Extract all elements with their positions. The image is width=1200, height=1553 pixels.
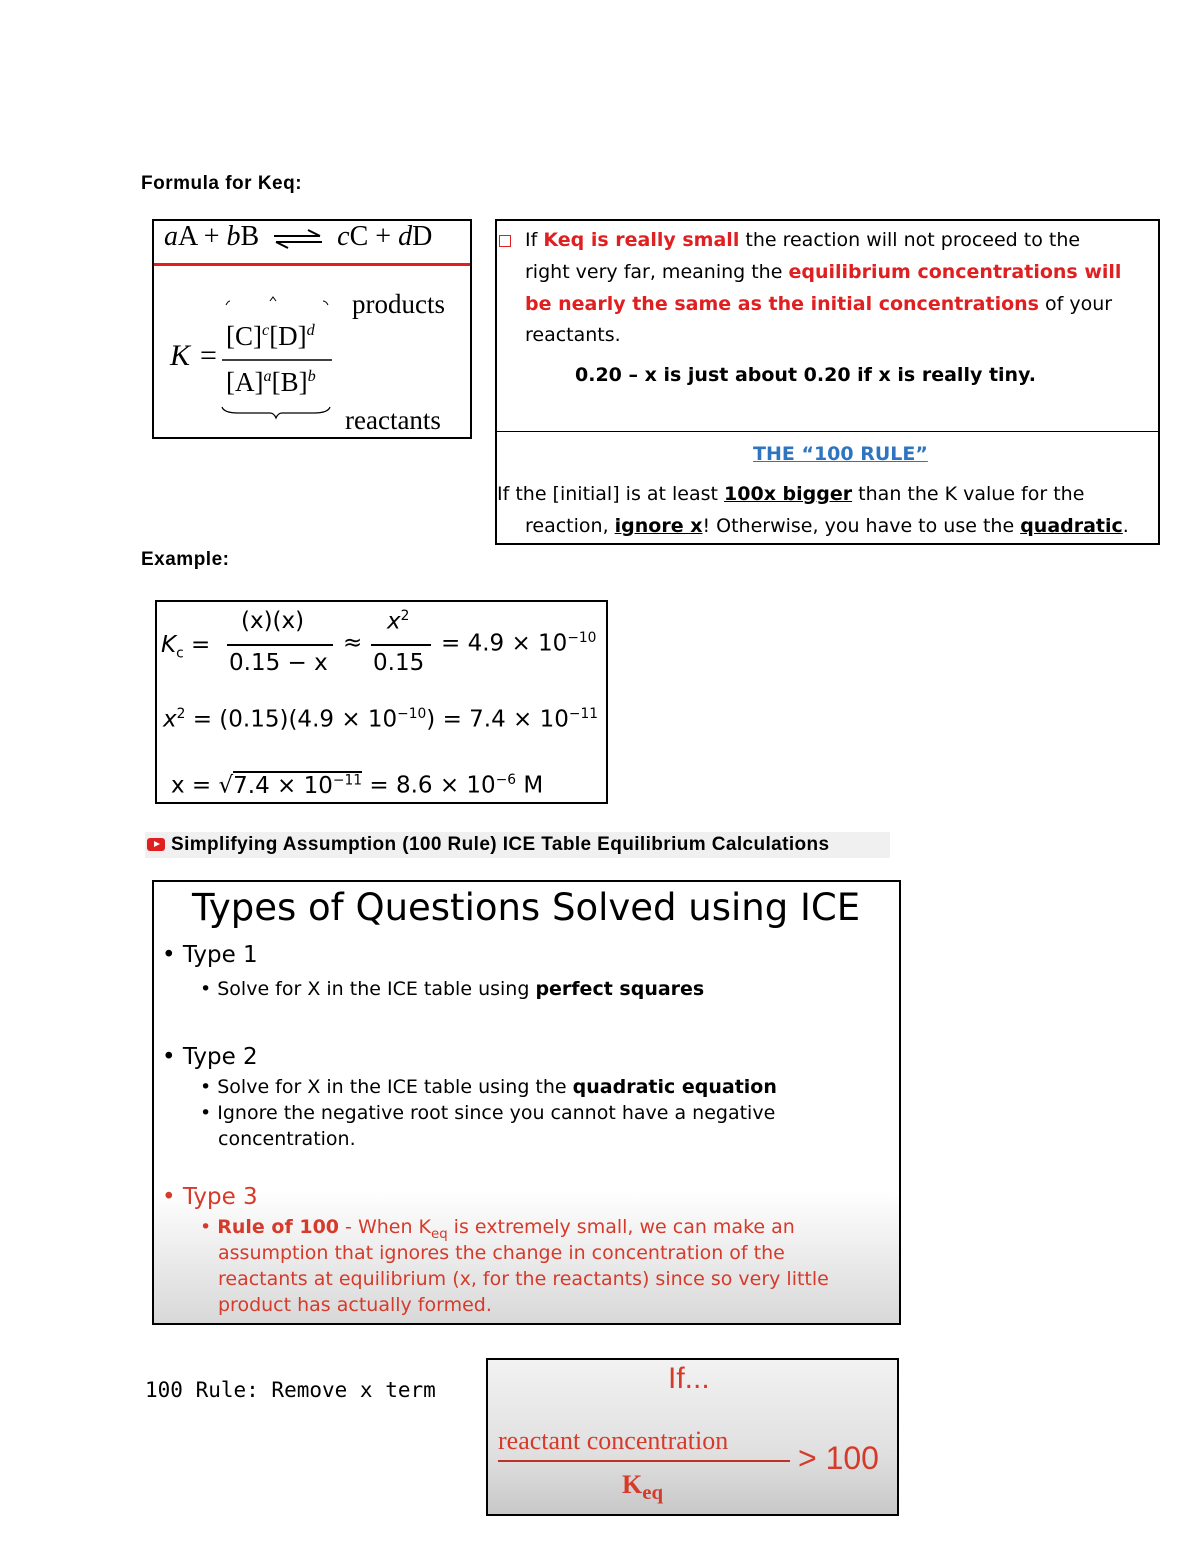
numerator-d: [D] <box>269 321 307 351</box>
subscript: eq <box>642 1481 664 1505</box>
text: = (0.15)(4.9 × 10 <box>185 706 398 733</box>
type3-item-line-4: product has actually formed. <box>218 1294 492 1316</box>
rule-fraction-bar <box>498 1460 790 1462</box>
text: = 4.9 × 10 <box>441 630 568 657</box>
approx-sign: ≈ <box>343 630 363 656</box>
type1-item: • Solve for X in the ICE table using perfect squares <box>200 978 705 1000</box>
example-line-3 <box>171 772 543 799</box>
emphasis: ignore x <box>614 515 703 537</box>
video-link[interactable] <box>145 832 890 858</box>
info-line-4: reactants. <box>525 324 621 346</box>
species-a: A <box>178 221 197 252</box>
rule-line-2 <box>525 515 1129 537</box>
red-divider <box>154 263 470 266</box>
exp-b: b <box>307 367 316 385</box>
info-line-3 <box>525 293 1112 315</box>
text: the reaction will not proceed to the <box>739 229 1081 251</box>
rule-denominator <box>622 1470 663 1505</box>
frac1-bar <box>227 644 333 646</box>
equals: = <box>183 632 211 658</box>
frac2-den: 0.15 <box>373 650 425 676</box>
kc-symbol <box>161 632 210 662</box>
exponent: −6 <box>495 772 517 788</box>
text: Type 3 <box>182 1184 258 1210</box>
x-var: x <box>387 608 401 635</box>
example-calculation-box <box>155 600 608 804</box>
equilibrium-arrow-icon <box>272 229 324 249</box>
kc-sub: c <box>176 645 184 662</box>
denominator-a: [A] <box>226 367 264 397</box>
text: If <box>525 229 544 251</box>
k-symbol: K <box>170 339 191 372</box>
highlight: equilibrium concentrations will <box>788 261 1122 283</box>
highlight: Keq is really small <box>543 229 740 251</box>
text: M <box>516 772 544 799</box>
reactants-label: reactants <box>345 405 441 435</box>
text: than the K value for the <box>852 483 1085 505</box>
example-label: Example: <box>141 549 230 570</box>
result-1 <box>441 630 596 657</box>
video-title[interactable]: Simplifying Assumption (100 Rule) ICE Table Equilibrium Calculations <box>171 834 830 855</box>
approx-note: 0.20 – x is just about 0.20 if x is really tiny. <box>575 364 1036 386</box>
text: of your <box>1038 293 1113 315</box>
exponent: −10 <box>397 706 427 722</box>
frac1-den: 0.15 − x <box>229 650 328 676</box>
exponent: −11 <box>332 772 363 788</box>
emphasis: 100x bigger <box>724 483 853 505</box>
radicand <box>233 771 362 799</box>
equals-sign: = <box>200 339 217 372</box>
example-line-2 <box>163 706 598 733</box>
plus-sign: + <box>368 221 399 252</box>
info-divider <box>497 431 1158 432</box>
species-d: D <box>412 221 433 252</box>
text: right very far, meaning the <box>525 261 789 283</box>
exp-c: c <box>262 321 270 339</box>
highlight: be nearly the same as the initial concentrations <box>525 293 1039 315</box>
slide-title: Types of Questions Solved using ICE <box>192 886 861 929</box>
x-var: x <box>163 706 177 733</box>
text: Ignore the negative root since you cannot have a negative <box>217 1102 776 1124</box>
coef-b: b <box>226 221 241 252</box>
type3-item-line-1: • Rule of 100 - When $K_{eq}$ is extremely small, we can make an <box>200 1216 795 1242</box>
rule-line-1 <box>497 483 1084 505</box>
square-exp: 2 <box>400 608 410 624</box>
subscript: eq <box>431 1226 448 1242</box>
frac1-num: (x)(x) <box>241 608 305 634</box>
youtube-icon <box>147 838 165 851</box>
text: K <box>622 1470 643 1499</box>
text: . <box>1122 515 1129 537</box>
checkbox-bullet-icon <box>499 235 511 247</box>
type2-item-2: • Ignore the negative root since you cannot have a negative <box>200 1102 776 1124</box>
text: - When K <box>339 1216 432 1238</box>
coef-a: a <box>164 221 178 252</box>
type2-item-2-cont: concentration. <box>218 1128 356 1150</box>
text: Type 2 <box>182 1044 258 1070</box>
emphasis: perfect squares <box>535 978 705 1000</box>
text: is extremely small, we can make an <box>447 1216 795 1238</box>
text: Solve for X in the ICE table using <box>217 978 536 1000</box>
text: = 8.6 × 10 <box>362 772 496 799</box>
numerator <box>226 321 315 352</box>
coef-c: c <box>337 221 350 252</box>
products-label: products <box>352 289 445 319</box>
numerator-c: [C] <box>226 321 262 351</box>
text: ) = 7.4 × 10 <box>426 706 569 733</box>
type3-item-line-2: assumption that ignores the change in concentration of the <box>218 1242 785 1264</box>
text: Type 1 <box>182 942 258 968</box>
exp-a: a <box>263 367 272 385</box>
species-b: B <box>240 221 260 252</box>
hundred-rule-title: THE “100 RULE” <box>753 443 928 465</box>
type1-heading: • Type 1 <box>162 942 258 968</box>
type3-item-line-3: reactants at equilibrium (x, for the reactants) since so very little <box>218 1268 829 1290</box>
text: x = √ <box>171 772 234 799</box>
emphasis: quadratic equation <box>572 1076 777 1098</box>
keq-formula-box <box>152 219 472 439</box>
text: Solve for X in the ICE table using the <box>217 1076 573 1098</box>
type2-heading: • Type 2 <box>162 1044 258 1070</box>
denominator <box>226 367 316 398</box>
text: reaction, <box>525 515 615 537</box>
formula-label: Formula for Keq: <box>141 173 303 194</box>
emphasis: Rule of 100 <box>217 1216 340 1238</box>
frac2-num <box>387 608 409 635</box>
info-line-2 <box>525 261 1121 283</box>
species-c: C <box>349 221 369 252</box>
text: ! Otherwise, you have to use the <box>702 515 1021 537</box>
greater-than-100: > 100 <box>798 1440 879 1476</box>
rule-100-box <box>486 1358 899 1516</box>
exp-d: d <box>306 321 315 339</box>
denominator-b: [B] <box>271 367 308 397</box>
type2-item-1: • Solve for X in the ICE table using the quadratic equation <box>200 1076 777 1098</box>
rule-numerator: reactant concentration <box>498 1426 729 1455</box>
emphasis: quadratic <box>1020 515 1123 537</box>
rule-100-label: 100 Rule: Remove x term <box>145 1378 436 1402</box>
text: 7.4 × 10 <box>233 772 333 799</box>
type3-heading: • Type 3 <box>162 1184 258 1210</box>
ice-types-slide <box>152 880 901 1325</box>
coef-d: d <box>398 221 413 252</box>
info-line-1 <box>525 229 1080 251</box>
square-exp: 2 <box>176 706 186 722</box>
plus-sign: + <box>196 221 227 252</box>
if-text: If... <box>668 1362 710 1395</box>
fraction-braces <box>218 291 338 421</box>
exponent: −11 <box>568 706 599 722</box>
keq-small-info-box <box>495 219 1160 545</box>
text: If the [initial] is at least <box>497 483 725 505</box>
exponent: −10 <box>567 630 597 646</box>
reaction-equation <box>164 221 432 253</box>
frac2-bar <box>371 644 431 646</box>
kc-k: K <box>161 632 177 658</box>
